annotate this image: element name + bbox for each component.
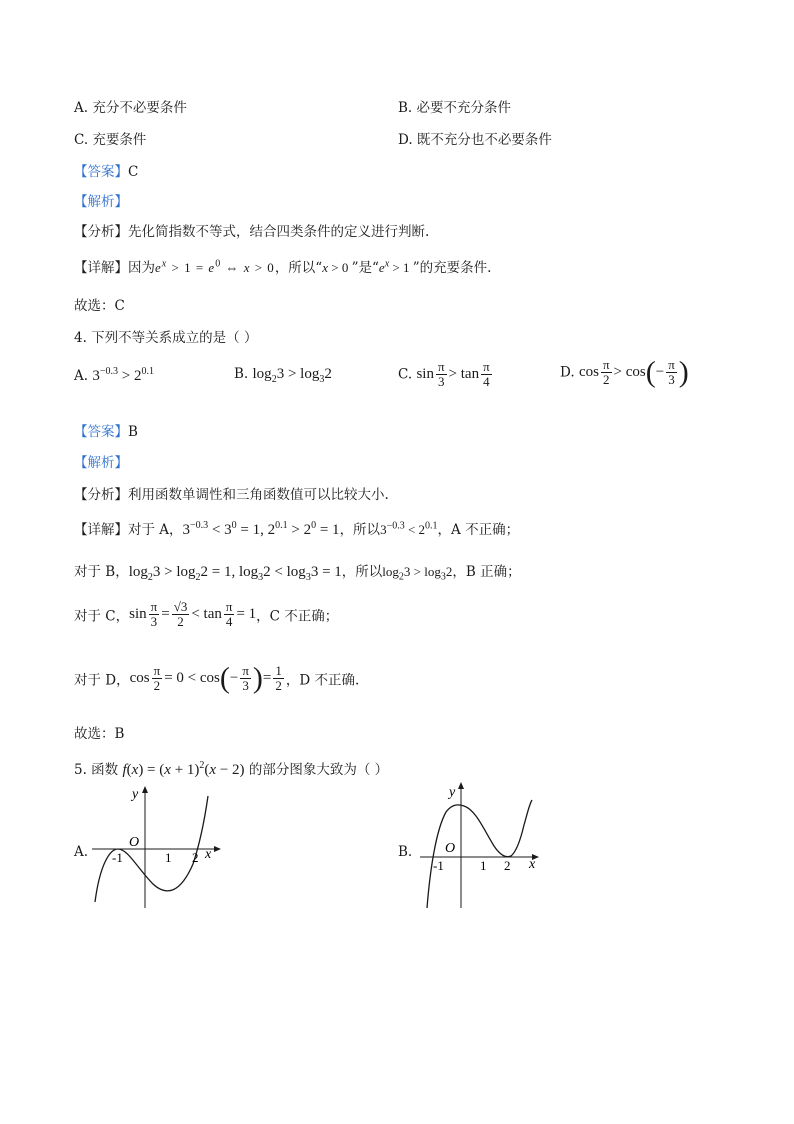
math-expr: x > 0: [322, 260, 352, 275]
math-expr: cos $\frac{\pi}{2}$ > cos(− $\frac{\pi}{3}$ ): [578, 355, 689, 389]
fenxi-tag: 【分析】: [74, 224, 128, 240]
detail-text: 对于 A，: [128, 522, 183, 538]
stem-text: 5. 函数: [74, 762, 119, 778]
answer-value: C: [128, 164, 139, 180]
q3-option-a: A. 充分不必要条件: [74, 100, 187, 116]
x-label: x: [205, 847, 212, 862]
q4-answer-line: [74, 420, 138, 440]
q5-graph-a: [88, 784, 228, 912]
math-expr: $e^x > 1 = e^0$ ⇔ x > 0: [155, 258, 275, 275]
q4-stem: 4. 下列不等关系成立的是（ ）: [74, 330, 258, 346]
q5-option-a-label: A.: [74, 844, 89, 860]
math-expr: sin $\frac{\pi}{3}$ = $\frac{√3}{2}$ < tan $\frac{\pi}{4}$ = 1: [129, 599, 257, 629]
detail-text: ，B 正确；: [452, 564, 521, 580]
math-expr: $\log_23 > \log_32$: [382, 564, 453, 583]
q4-analysis-tag: 【解析】: [74, 455, 128, 471]
q4-option-b: [234, 366, 332, 385]
y-label: y: [449, 785, 456, 800]
q3-choose: 故选：C: [74, 298, 125, 314]
q5-stem: [74, 758, 388, 779]
fenxi-text: 利用函数单调性和三角函数值可以比较大小.: [128, 487, 389, 503]
detail-text: ，所以“: [274, 260, 323, 276]
q3-option-c: C. 充要条件: [74, 132, 147, 148]
q4-detail-c: [74, 600, 338, 629]
q4-detail-d: [74, 661, 360, 695]
fenxi-text: 先化简指数不等式，结合四类条件的定义进行判断.: [128, 224, 430, 240]
q5-graph-b: [416, 780, 548, 910]
detail-text: ”的充要条件.: [412, 260, 492, 276]
q3-detail-line: [74, 256, 491, 276]
q3-fenxi-line: [74, 220, 429, 240]
answer-tag: 【答案】: [74, 424, 128, 440]
detail-text: 对于 C，: [74, 608, 130, 625]
stem-text: 的部分图象大致为（ ）: [248, 762, 389, 778]
x-axis-arrow: [214, 846, 221, 852]
math-expr: $3^{-0.3} < 2^{0.1}$: [380, 520, 438, 537]
q4-detail-b: [74, 560, 521, 583]
x-label: x: [529, 857, 536, 872]
q3-analysis-tag: 【解析】: [74, 194, 128, 210]
q4-option-d: [560, 355, 689, 389]
detail-tag: 【详解】: [74, 260, 128, 276]
math-expr: sin $\frac{\pi}{3}$ > tan $\frac{\pi}{4}$: [416, 359, 490, 389]
detail-tag: 【详解】: [74, 522, 128, 538]
math-expr: cos $\frac{\pi}{2}$ = 0 < cos(− $\frac{\pi}{3}$ )= $\frac{1}{2}$: [129, 661, 282, 695]
tick-2: 2: [192, 850, 199, 865]
detail-text: 对于 D，: [74, 672, 130, 689]
tick-1: 1: [480, 858, 487, 873]
tick-2: 2: [504, 858, 511, 873]
q4-choose: 故选：B: [74, 726, 125, 742]
q4-detail-a: [74, 518, 519, 539]
detail-text: 对于 B，: [74, 564, 129, 580]
fenxi-tag: 【分析】: [74, 487, 128, 503]
y-axis-arrow: [458, 782, 464, 789]
origin-label: O: [445, 841, 456, 856]
y-label: y: [132, 787, 139, 802]
origin-label: O: [129, 835, 140, 850]
tick-minus-1: -1: [433, 858, 444, 873]
tick-1: 1: [165, 850, 172, 865]
math-expr: $\log_23 > \log_22 = 1$, $\log_32 < \log_33 = 1$: [128, 564, 342, 583]
q5-option-b-label: B.: [398, 844, 413, 860]
tick-minus-1: -1: [112, 850, 123, 865]
math-expr: $\log_23 > \log_32$: [252, 366, 332, 385]
math-expr: $e^x > 1$: [378, 258, 413, 275]
math-expr: $f(x) = (x + 1)^2(x - 2)$: [122, 760, 245, 778]
q4-fenxi-line: [74, 483, 389, 503]
detail-text: ，D 不正确.: [285, 672, 360, 689]
option-label: A.: [74, 368, 89, 384]
q4-option-c: [398, 360, 494, 389]
option-label: C.: [398, 366, 413, 383]
detail-text: ，所以: [341, 564, 383, 580]
function-curve: [427, 800, 532, 908]
q3-answer-line: [74, 160, 138, 180]
answer-value: B: [128, 424, 138, 440]
y-axis-arrow: [142, 786, 148, 793]
q3-option-d: D. 既不充分也不必要条件: [398, 132, 552, 148]
detail-text: ”是“: [351, 260, 379, 276]
detail-text: ，C 不正确；: [256, 608, 339, 625]
detail-text: ，所以: [339, 522, 381, 538]
detail-text: 因为: [128, 260, 155, 276]
math-expr: $3^{-0.3} > 2^{0.1}$: [92, 366, 154, 384]
answer-tag: 【答案】: [74, 164, 128, 180]
detail-text: ，A 不正确；: [437, 522, 520, 538]
q3-option-b: B. 必要不充分条件: [398, 100, 512, 116]
q4-option-a: [74, 366, 154, 385]
option-label: B.: [234, 366, 249, 382]
math-expr: $3^{-0.3} < 3^0 = 1$, $2^{0.1} > 2^0 = 1$: [182, 520, 340, 538]
option-label: D.: [560, 364, 575, 381]
